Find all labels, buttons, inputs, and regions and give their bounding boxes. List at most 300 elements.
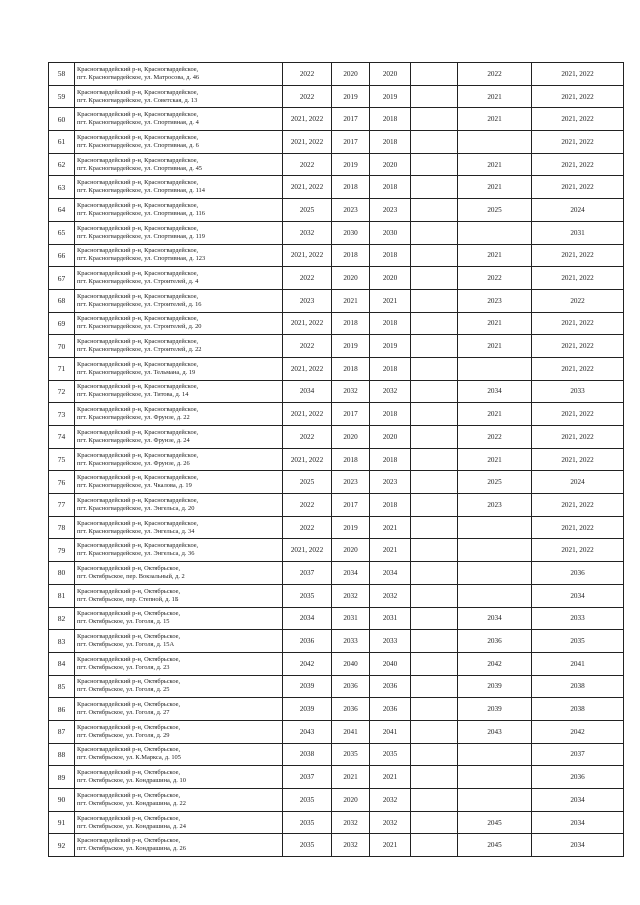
- year-column-1: 2022: [283, 335, 332, 358]
- row-number: 77: [49, 494, 75, 517]
- year-column-1: 2025: [283, 471, 332, 494]
- year-column-2: 2036: [332, 698, 370, 721]
- table-row: [49, 403, 624, 426]
- year-column-1: 2021, 2022: [283, 539, 332, 562]
- year-column-1: 2042: [283, 652, 332, 675]
- year-column-5: 2023: [458, 289, 532, 312]
- address-cell: [75, 199, 283, 222]
- year-column-3: 2036: [370, 698, 411, 721]
- table-row: [49, 335, 624, 358]
- year-column-2: 2023: [332, 471, 370, 494]
- address-line-2: пгт. Красногвардейское, ул. Строителей, д. 20: [77, 323, 202, 331]
- year-column-2: 2034: [332, 562, 370, 585]
- year-column-2: 2017: [332, 403, 370, 426]
- year-column-6: 2021, 2022: [532, 244, 624, 267]
- year-column-2: 2018: [332, 448, 370, 471]
- year-column-1: 2022: [283, 494, 332, 517]
- address-line-2: пгт. Октябрьское, ул. Гоголя, д. 29: [77, 731, 170, 739]
- year-column-4: [411, 176, 458, 199]
- year-column-3: 2021: [370, 539, 411, 562]
- address-line-1: Красногвардейский р-н, Красногвардейское,: [77, 88, 199, 96]
- year-column-6: 2033: [532, 380, 624, 403]
- address-cell: [75, 63, 283, 86]
- address-line-1: Красногвардейский р-н, Октябрьское,: [77, 564, 181, 572]
- address-cell: [75, 357, 283, 380]
- year-column-5: [458, 562, 532, 585]
- table-row: [49, 834, 624, 857]
- address-line-2: пгт. Октябрьское, ул. Гоголя, д. 27: [77, 709, 170, 717]
- table-row: [49, 584, 624, 607]
- year-column-6: 2038: [532, 698, 624, 721]
- year-column-4: [411, 221, 458, 244]
- year-column-5: [458, 357, 532, 380]
- row-number: 66: [49, 244, 75, 267]
- address-cell: [75, 312, 283, 335]
- year-column-2: 2019: [332, 85, 370, 108]
- year-column-3: 2040: [370, 652, 411, 675]
- table-row: [49, 380, 624, 403]
- address-line-2: пгт. Красногвардейское, ул. Титова, д. 14: [77, 391, 189, 399]
- address-line-1: Красногвардейский р-н, Октябрьское,: [77, 610, 181, 618]
- table-row: [49, 131, 624, 154]
- address-cell: [75, 403, 283, 426]
- year-column-3: 2030: [370, 221, 411, 244]
- address-line-2: пгт. Красногвардейское, ул. Советская, д. 13: [77, 96, 198, 104]
- year-column-3: 2023: [370, 199, 411, 222]
- year-column-2: 2041: [332, 720, 370, 743]
- year-column-3: 2033: [370, 630, 411, 653]
- address-cell: [75, 720, 283, 743]
- year-column-4: [411, 516, 458, 539]
- year-column-4: [411, 244, 458, 267]
- year-column-3: 2041: [370, 720, 411, 743]
- year-column-1: 2021, 2022: [283, 244, 332, 267]
- table-row: [49, 357, 624, 380]
- row-number: 58: [49, 63, 75, 86]
- year-column-1: 2038: [283, 743, 332, 766]
- year-column-2: 2019: [332, 153, 370, 176]
- year-column-5: 2021: [458, 153, 532, 176]
- year-column-5: 2021: [458, 176, 532, 199]
- year-column-6: 2021, 2022: [532, 539, 624, 562]
- year-column-6: 2034: [532, 811, 624, 834]
- row-number: 72: [49, 380, 75, 403]
- year-column-6: 2024: [532, 199, 624, 222]
- address-line-1: Красногвардейский р-н, Красногвардейское,: [77, 133, 199, 141]
- year-column-6: 2033: [532, 607, 624, 630]
- year-column-1: 2021, 2022: [283, 108, 332, 131]
- year-column-3: 2020: [370, 267, 411, 290]
- address-line-2: пгт. Красногвардейское, ул. Матросова, д. 46: [77, 73, 200, 81]
- year-column-2: 2023: [332, 199, 370, 222]
- address-line-2: пгт. Октябрьское, пер. Вокзальный, д. 2: [77, 572, 185, 580]
- year-column-4: [411, 562, 458, 585]
- year-column-5: 2025: [458, 471, 532, 494]
- row-number: 62: [49, 153, 75, 176]
- year-column-5: 2021: [458, 244, 532, 267]
- year-column-5: 2021: [458, 335, 532, 358]
- year-column-1: 2034: [283, 607, 332, 630]
- year-column-2: 2017: [332, 494, 370, 517]
- year-column-4: [411, 584, 458, 607]
- year-column-4: [411, 743, 458, 766]
- year-column-4: [411, 448, 458, 471]
- year-column-2: 2020: [332, 63, 370, 86]
- year-column-3: 2018: [370, 357, 411, 380]
- year-column-3: 2032: [370, 789, 411, 812]
- address-line-1: Красногвардейский р-н, Октябрьское,: [77, 587, 181, 595]
- row-number: 63: [49, 176, 75, 199]
- year-column-2: 2020: [332, 539, 370, 562]
- address-cell: [75, 834, 283, 857]
- row-number: 59: [49, 85, 75, 108]
- address-line-1: Красногвардейский р-н, Красногвардейское,: [77, 519, 199, 527]
- address-cell: [75, 131, 283, 154]
- address-line-1: Красногвардейский р-н, Октябрьское,: [77, 814, 181, 822]
- address-line-2: пгт. Красногвардейское, ул. Фрунзе, д. 24: [77, 436, 190, 444]
- address-line-1: Красногвардейский р-н, Красногвардейское,: [77, 224, 199, 232]
- year-column-3: 2020: [370, 63, 411, 86]
- year-column-6: 2041: [532, 652, 624, 675]
- year-column-5: 2045: [458, 834, 532, 857]
- address-line-1: Красногвардейский р-н, Красногвардейское,: [77, 270, 199, 278]
- year-column-1: 2021, 2022: [283, 176, 332, 199]
- year-column-1: 2022: [283, 267, 332, 290]
- year-column-6: 2034: [532, 834, 624, 857]
- year-column-5: 2022: [458, 267, 532, 290]
- year-column-5: [458, 584, 532, 607]
- year-column-2: 2018: [332, 312, 370, 335]
- address-line-1: Красногвардейский р-н, Октябрьское,: [77, 701, 181, 709]
- year-column-4: [411, 607, 458, 630]
- year-column-5: 2021: [458, 448, 532, 471]
- table-row: [49, 675, 624, 698]
- year-column-6: 2021, 2022: [532, 312, 624, 335]
- address-line-2: пгт. Красногвардейское, ул. Энгельса, д. 20: [77, 504, 195, 512]
- year-column-1: 2043: [283, 720, 332, 743]
- year-column-5: [458, 221, 532, 244]
- year-column-2: 2032: [332, 584, 370, 607]
- year-column-6: 2021, 2022: [532, 267, 624, 290]
- year-column-2: 2017: [332, 108, 370, 131]
- address-line-2: пгт. Красногвардейское, ул. Энгельса, д. 34: [77, 527, 195, 535]
- address-line-2: пгт. Октябрьское, пер. Степной, д. 1Б: [77, 595, 179, 603]
- address-line-2: пгт. Октябрьское, ул. Кондрашина, д. 24: [77, 822, 186, 830]
- table-row: [49, 108, 624, 131]
- address-cell: [75, 516, 283, 539]
- year-column-4: [411, 494, 458, 517]
- table-row: [49, 85, 624, 108]
- row-number: 71: [49, 357, 75, 380]
- table-row: [49, 153, 624, 176]
- address-line-1: Красногвардейский р-н, Красногвардейское,: [77, 315, 199, 323]
- address-cell: [75, 221, 283, 244]
- year-column-2: 2020: [332, 789, 370, 812]
- address-line-1: Красногвардейский р-н, Красногвардейское,: [77, 201, 199, 209]
- address-cell: [75, 789, 283, 812]
- year-column-6: 2037: [532, 743, 624, 766]
- address-line-1: Красногвардейский р-н, Октябрьское,: [77, 746, 181, 754]
- year-column-5: [458, 766, 532, 789]
- year-column-3: 2032: [370, 584, 411, 607]
- address-line-2: пгт. Октябрьское, ул. Кондрашина, д. 26: [77, 845, 186, 853]
- year-column-6: 2021, 2022: [532, 516, 624, 539]
- address-line-1: Красногвардейский р-н, Красногвардейское,: [77, 406, 199, 414]
- year-column-6: 2021, 2022: [532, 357, 624, 380]
- address-cell: [75, 85, 283, 108]
- year-column-3: 2018: [370, 448, 411, 471]
- year-column-1: 2022: [283, 516, 332, 539]
- address-line-1: Красногвардейский р-н, Красногвардейское,: [77, 247, 199, 255]
- year-column-4: [411, 630, 458, 653]
- year-column-4: [411, 766, 458, 789]
- year-column-6: 2021, 2022: [532, 176, 624, 199]
- year-column-3: 2021: [370, 834, 411, 857]
- year-column-3: 2018: [370, 403, 411, 426]
- year-column-5: 2043: [458, 720, 532, 743]
- address-line-2: пгт. Красногвардейское, ул. Фрунзе, д. 26: [77, 459, 190, 467]
- year-column-6: 2021, 2022: [532, 494, 624, 517]
- address-line-2: пгт. Октябрьское, ул. Гоголя, д. 15А: [77, 641, 175, 649]
- row-number: 83: [49, 630, 75, 653]
- year-column-1: 2037: [283, 766, 332, 789]
- table-row: [49, 743, 624, 766]
- year-column-3: 2021: [370, 289, 411, 312]
- table-row: [49, 789, 624, 812]
- year-column-5: [458, 516, 532, 539]
- row-number: 78: [49, 516, 75, 539]
- address-cell: [75, 494, 283, 517]
- year-column-4: [411, 267, 458, 290]
- year-column-2: 2018: [332, 176, 370, 199]
- year-column-3: 2018: [370, 176, 411, 199]
- year-column-6: 2021, 2022: [532, 153, 624, 176]
- year-column-5: 2021: [458, 403, 532, 426]
- year-column-6: 2036: [532, 562, 624, 585]
- year-column-6: 2021, 2022: [532, 108, 624, 131]
- row-number: 74: [49, 426, 75, 449]
- year-column-3: 2021: [370, 766, 411, 789]
- year-column-5: 2022: [458, 426, 532, 449]
- address-cell: [75, 448, 283, 471]
- address-line-2: пгт. Красногвардейское, ул. Энгельса, д. 36: [77, 550, 195, 558]
- address-cell: [75, 426, 283, 449]
- address-cell: [75, 584, 283, 607]
- year-column-2: 2035: [332, 743, 370, 766]
- row-number: 90: [49, 789, 75, 812]
- year-column-5: [458, 789, 532, 812]
- table-row: [49, 562, 624, 585]
- address-cell: [75, 335, 283, 358]
- table-row: [49, 494, 624, 517]
- year-column-5: 2025: [458, 199, 532, 222]
- address-line-2: пгт. Красногвардейское, ул. Спортивная, д. 45: [77, 164, 202, 172]
- year-column-4: [411, 471, 458, 494]
- year-column-6: 2021, 2022: [532, 335, 624, 358]
- address-cell: [75, 539, 283, 562]
- year-column-1: 2022: [283, 153, 332, 176]
- year-column-5: 2039: [458, 698, 532, 721]
- year-column-3: 2018: [370, 494, 411, 517]
- address-line-2: пгт. Красногвардейское, ул. Фрунзе, д. 22: [77, 414, 190, 422]
- address-cell: [75, 766, 283, 789]
- year-column-1: 2022: [283, 426, 332, 449]
- address-cell: [75, 380, 283, 403]
- year-column-1: 2034: [283, 380, 332, 403]
- year-column-6: 2021, 2022: [532, 426, 624, 449]
- address-line-2: пгт. Красногвардейское, ул. Спортивная, д. 6: [77, 141, 199, 149]
- year-column-5: 2021: [458, 85, 532, 108]
- year-column-4: [411, 834, 458, 857]
- year-column-5: 2022: [458, 63, 532, 86]
- address-line-2: пгт. Красногвардейское, ул. Строителей, д. 22: [77, 346, 202, 354]
- year-column-2: 2017: [332, 131, 370, 154]
- year-column-6: 2042: [532, 720, 624, 743]
- address-line-2: пгт. Октябрьское, ул. Кондрашина, д. 10: [77, 777, 186, 785]
- year-column-3: 2032: [370, 380, 411, 403]
- address-cell: [75, 244, 283, 267]
- year-column-3: 2032: [370, 811, 411, 834]
- row-number: 73: [49, 403, 75, 426]
- address-line-1: Красногвардейский р-н, Октябрьское,: [77, 769, 181, 777]
- year-column-2: 2036: [332, 675, 370, 698]
- year-column-4: [411, 335, 458, 358]
- year-column-1: 2037: [283, 562, 332, 585]
- year-column-2: 2030: [332, 221, 370, 244]
- year-column-1: 2021, 2022: [283, 448, 332, 471]
- address-cell: [75, 743, 283, 766]
- table-row: [49, 607, 624, 630]
- table-row: [49, 221, 624, 244]
- year-column-5: 2045: [458, 811, 532, 834]
- address-cell: [75, 607, 283, 630]
- year-column-4: [411, 199, 458, 222]
- year-column-5: 2034: [458, 607, 532, 630]
- row-number: 68: [49, 289, 75, 312]
- year-column-4: [411, 720, 458, 743]
- year-column-6: 2021, 2022: [532, 85, 624, 108]
- year-column-6: 2022: [532, 289, 624, 312]
- year-column-2: 2021: [332, 766, 370, 789]
- table-row: [49, 766, 624, 789]
- table-row: [49, 63, 624, 86]
- address-line-1: Красногвардейский р-н, Красногвардейское,: [77, 111, 199, 119]
- row-number: 92: [49, 834, 75, 857]
- address-line-1: Красногвардейский р-н, Красногвардейское,: [77, 428, 199, 436]
- address-cell: [75, 176, 283, 199]
- year-column-4: [411, 289, 458, 312]
- year-column-3: 2031: [370, 607, 411, 630]
- year-column-1: 2023: [283, 289, 332, 312]
- year-column-2: 2018: [332, 357, 370, 380]
- year-column-3: 2034: [370, 562, 411, 585]
- year-column-5: [458, 539, 532, 562]
- table-row: [49, 720, 624, 743]
- address-line-2: пгт. Красногвардейское, ул. Чкалова, д. 19: [77, 482, 192, 490]
- address-cell: [75, 630, 283, 653]
- year-column-4: [411, 426, 458, 449]
- address-line-1: Красногвардейский р-н, Красногвардейское,: [77, 156, 199, 164]
- year-column-2: 2040: [332, 652, 370, 675]
- address-line-2: пгт. Красногвардейское, ул. Спортивная, д. 123: [77, 255, 206, 263]
- year-column-6: 2021, 2022: [532, 63, 624, 86]
- year-column-1: 2022: [283, 85, 332, 108]
- row-number: 82: [49, 607, 75, 630]
- row-number: 91: [49, 811, 75, 834]
- address-line-1: Красногвардейский р-н, Октябрьское,: [77, 837, 181, 845]
- year-column-2: 2032: [332, 380, 370, 403]
- address-cell: [75, 289, 283, 312]
- year-column-1: 2022: [283, 63, 332, 86]
- year-column-4: [411, 312, 458, 335]
- address-line-1: Красногвардейский р-н, Красногвардейское,: [77, 179, 199, 187]
- year-column-1: 2039: [283, 698, 332, 721]
- year-column-6: 2024: [532, 471, 624, 494]
- address-line-2: пгт. Красногвардейское, ул. Тельмана, д. 19: [77, 368, 196, 376]
- address-line-1: Красногвардейский р-н, Красногвардейское,: [77, 65, 199, 73]
- year-column-4: [411, 85, 458, 108]
- year-column-4: [411, 153, 458, 176]
- year-column-6: 2021, 2022: [532, 448, 624, 471]
- row-number: 81: [49, 584, 75, 607]
- table-body: [49, 63, 624, 857]
- year-column-6: 2035: [532, 630, 624, 653]
- address-line-2: пгт. Красногвардейское, ул. Строителей, д. 4: [77, 278, 199, 286]
- year-column-6: 2031: [532, 221, 624, 244]
- year-column-3: 2020: [370, 426, 411, 449]
- year-column-5: 2021: [458, 108, 532, 131]
- year-column-1: 2036: [283, 630, 332, 653]
- address-cell: [75, 267, 283, 290]
- row-number: 86: [49, 698, 75, 721]
- year-column-5: 2021: [458, 312, 532, 335]
- year-column-4: [411, 108, 458, 131]
- year-column-4: [411, 811, 458, 834]
- address-line-2: пгт. Красногвардейское, ул. Спортивная, д. 119: [77, 232, 205, 240]
- row-number: 64: [49, 199, 75, 222]
- year-column-5: 2042: [458, 652, 532, 675]
- row-number: 80: [49, 562, 75, 585]
- year-column-1: 2032: [283, 221, 332, 244]
- year-column-1: 2021, 2022: [283, 312, 332, 335]
- address-line-2: пгт. Красногвардейское, ул. Спортивная, д. 116: [77, 209, 205, 217]
- row-number: 75: [49, 448, 75, 471]
- table-row: [49, 652, 624, 675]
- address-line-1: Красногвардейский р-н, Октябрьское,: [77, 655, 181, 663]
- address-line-1: Красногвардейский р-н, Октябрьское,: [77, 678, 181, 686]
- year-column-3: 2036: [370, 675, 411, 698]
- row-number: 65: [49, 221, 75, 244]
- address-cell: [75, 108, 283, 131]
- address-line-1: Красногвардейский р-н, Красногвардейское,: [77, 474, 199, 482]
- year-column-2: 2018: [332, 244, 370, 267]
- table-row: [49, 471, 624, 494]
- year-column-3: 2019: [370, 85, 411, 108]
- year-column-4: [411, 789, 458, 812]
- data-table: [48, 62, 624, 857]
- row-number: 60: [49, 108, 75, 131]
- year-column-3: 2018: [370, 131, 411, 154]
- address-line-2: пгт. Октябрьское, ул. Гоголя, д. 23: [77, 663, 170, 671]
- year-column-2: 2032: [332, 834, 370, 857]
- table-row: [49, 267, 624, 290]
- year-column-2: 2033: [332, 630, 370, 653]
- year-column-5: [458, 743, 532, 766]
- table-row: [49, 516, 624, 539]
- address-line-1: Красногвардейский р-н, Красногвардейское,: [77, 451, 199, 459]
- address-line-1: Красногвардейский р-н, Октябрьское,: [77, 723, 181, 731]
- year-column-3: 2035: [370, 743, 411, 766]
